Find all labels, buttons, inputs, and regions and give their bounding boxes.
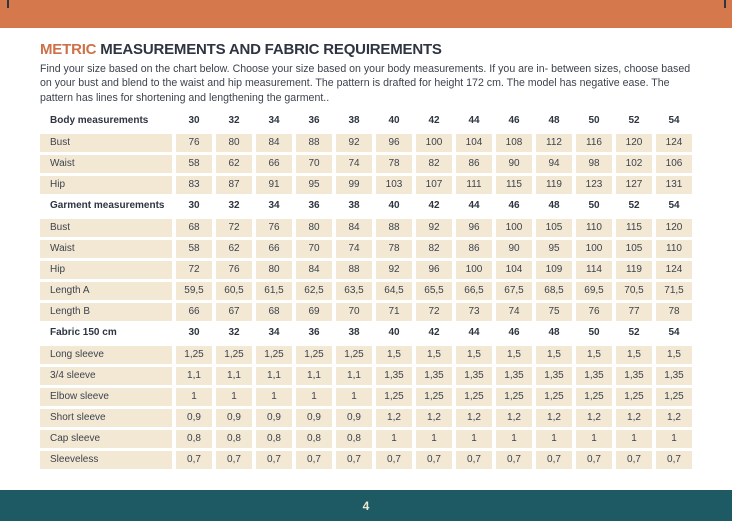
- value-cell: 1,2: [376, 409, 412, 427]
- size-column-header: 40: [388, 200, 400, 212]
- value-cell: 87: [216, 176, 252, 194]
- value-cell: 127: [616, 176, 652, 194]
- value-cell: 0,7: [416, 451, 452, 469]
- value-cell: 100: [496, 219, 532, 237]
- value-cell: 58: [176, 155, 212, 173]
- value-cell: 0,7: [536, 451, 572, 469]
- row-label: Waist: [40, 240, 172, 258]
- value-cell: 78: [656, 303, 692, 321]
- value-cell: 0,7: [496, 451, 532, 469]
- value-cell: 1: [496, 430, 532, 448]
- value-cell: 71,5: [656, 282, 692, 300]
- table-row: [40, 430, 692, 448]
- value-cell: 82: [416, 155, 452, 173]
- value-cell: 75: [536, 303, 572, 321]
- value-cell: 100: [416, 134, 452, 152]
- size-column-header: 32: [228, 327, 240, 339]
- value-cell: 0,7: [616, 451, 652, 469]
- value-cell: 1,35: [576, 367, 612, 385]
- value-cell: 90: [496, 240, 532, 258]
- row-label: 3/4 sleeve: [40, 367, 172, 385]
- value-cell: 74: [496, 303, 532, 321]
- value-cell: 1,1: [296, 367, 332, 385]
- value-cell: 115: [616, 219, 652, 237]
- footer-bar: [0, 490, 732, 521]
- size-column-header: 52: [628, 327, 640, 339]
- size-column-header: 54: [668, 115, 680, 127]
- value-cell: 0,7: [656, 451, 692, 469]
- value-cell: 1,25: [616, 388, 652, 406]
- value-cell: 0,9: [296, 409, 332, 427]
- page-content: [0, 28, 732, 469]
- value-cell: 88: [336, 261, 372, 279]
- value-cell: 62: [216, 240, 252, 258]
- value-cell: 1,25: [376, 388, 412, 406]
- value-cell: 1,2: [456, 409, 492, 427]
- value-cell: 1,5: [576, 346, 612, 364]
- value-cell: 84: [256, 134, 292, 152]
- value-cell: 104: [496, 261, 532, 279]
- section-header-row: [40, 112, 692, 130]
- value-cell: 1,35: [616, 367, 652, 385]
- value-cell: 0,7: [456, 451, 492, 469]
- value-cell: 96: [376, 134, 412, 152]
- value-cell: 91: [256, 176, 292, 194]
- value-cell: 1: [176, 388, 212, 406]
- section-title: Body measurements: [50, 115, 149, 127]
- table-row: [40, 282, 692, 300]
- value-cell: 76: [576, 303, 612, 321]
- size-column-header: 36: [308, 200, 320, 212]
- value-cell: 78: [376, 240, 412, 258]
- value-cell: 1,1: [256, 367, 292, 385]
- value-cell: 68: [256, 303, 292, 321]
- value-cell: 106: [656, 155, 692, 173]
- value-cell: 1,2: [496, 409, 532, 427]
- value-cell: 100: [576, 240, 612, 258]
- table-row: [40, 134, 692, 152]
- size-column-header: 42: [428, 327, 440, 339]
- value-cell: 77: [616, 303, 652, 321]
- value-cell: 71: [376, 303, 412, 321]
- value-cell: 1,25: [296, 346, 332, 364]
- size-column-header: 36: [308, 327, 320, 339]
- value-cell: 69,5: [576, 282, 612, 300]
- size-column-header: 54: [668, 200, 680, 212]
- size-column-header: 38: [348, 327, 360, 339]
- size-column-header: 38: [348, 200, 360, 212]
- value-cell: 1: [536, 430, 572, 448]
- size-column-header: 48: [548, 327, 560, 339]
- value-cell: 62: [216, 155, 252, 173]
- section-header-row: [40, 197, 692, 215]
- value-cell: 119: [536, 176, 572, 194]
- value-cell: 68,5: [536, 282, 572, 300]
- row-label: Waist: [40, 155, 172, 173]
- value-cell: 72: [216, 219, 252, 237]
- value-cell: 124: [656, 261, 692, 279]
- size-column-header: 30: [188, 200, 200, 212]
- value-cell: 73: [456, 303, 492, 321]
- row-label: Long sleeve: [40, 346, 172, 364]
- size-column-header: 34: [268, 115, 280, 127]
- value-cell: 0,9: [176, 409, 212, 427]
- value-cell: 105: [616, 240, 652, 258]
- size-column-header: 46: [508, 115, 520, 127]
- value-cell: 1,35: [536, 367, 572, 385]
- value-cell: 1: [616, 430, 652, 448]
- value-cell: 92: [376, 261, 412, 279]
- section-header-row: [40, 324, 692, 342]
- value-cell: 70,5: [616, 282, 652, 300]
- value-cell: 114: [576, 261, 612, 279]
- value-cell: 66,5: [456, 282, 492, 300]
- value-cell: 76: [216, 261, 252, 279]
- value-cell: 0,7: [376, 451, 412, 469]
- value-cell: 0,7: [296, 451, 332, 469]
- value-cell: 1: [456, 430, 492, 448]
- value-cell: 1,25: [176, 346, 212, 364]
- size-column-header: 50: [588, 115, 600, 127]
- size-column-header: 42: [428, 115, 440, 127]
- value-cell: 1,25: [256, 346, 292, 364]
- value-cell: 0,8: [216, 430, 252, 448]
- value-cell: 86: [456, 240, 492, 258]
- value-cell: 120: [616, 134, 652, 152]
- value-cell: 109: [536, 261, 572, 279]
- row-label: Short sleeve: [40, 409, 172, 427]
- value-cell: 1,25: [656, 388, 692, 406]
- value-cell: 0,7: [336, 451, 372, 469]
- value-cell: 110: [656, 240, 692, 258]
- value-cell: 1,25: [536, 388, 572, 406]
- top-color-bar: [0, 0, 732, 28]
- value-cell: 102: [616, 155, 652, 173]
- table-row: [40, 346, 692, 364]
- row-label: Sleeveless: [40, 451, 172, 469]
- row-label: Length B: [40, 303, 172, 321]
- value-cell: 108: [496, 134, 532, 152]
- value-cell: 80: [256, 261, 292, 279]
- value-cell: 105: [536, 219, 572, 237]
- size-column-header: 32: [228, 200, 240, 212]
- value-cell: 95: [536, 240, 572, 258]
- size-column-header: 46: [508, 327, 520, 339]
- value-cell: 1,2: [656, 409, 692, 427]
- value-cell: 115: [496, 176, 532, 194]
- value-cell: 0,8: [176, 430, 212, 448]
- row-label: Length A: [40, 282, 172, 300]
- value-cell: 94: [536, 155, 572, 173]
- size-column-header: 34: [268, 200, 280, 212]
- value-cell: 1: [656, 430, 692, 448]
- value-cell: 66: [256, 240, 292, 258]
- value-cell: 1: [376, 430, 412, 448]
- size-table: [40, 112, 692, 469]
- value-cell: 1: [576, 430, 612, 448]
- value-cell: 0,8: [336, 430, 372, 448]
- value-cell: 96: [456, 219, 492, 237]
- size-column-header: 48: [548, 115, 560, 127]
- page-number: 4: [362, 498, 370, 513]
- value-cell: 1,2: [576, 409, 612, 427]
- value-cell: 84: [296, 261, 332, 279]
- value-cell: 131: [656, 176, 692, 194]
- value-cell: 1,25: [496, 388, 532, 406]
- value-cell: 92: [416, 219, 452, 237]
- crop-mark-right: [724, 0, 726, 8]
- size-column-header: 44: [468, 200, 480, 212]
- size-column-header: 50: [588, 327, 600, 339]
- size-column-header: 52: [628, 200, 640, 212]
- value-cell: 124: [656, 134, 692, 152]
- value-cell: 1,2: [416, 409, 452, 427]
- value-cell: 88: [376, 219, 412, 237]
- value-cell: 1,25: [216, 346, 252, 364]
- value-cell: 70: [296, 240, 332, 258]
- value-cell: 0,9: [256, 409, 292, 427]
- size-column-header: 34: [268, 327, 280, 339]
- value-cell: 1,35: [376, 367, 412, 385]
- section-title: Fabric 150 cm: [50, 327, 117, 339]
- value-cell: 68: [176, 219, 212, 237]
- value-cell: 1: [416, 430, 452, 448]
- value-cell: 92: [336, 134, 372, 152]
- value-cell: 104: [456, 134, 492, 152]
- value-cell: 1,2: [616, 409, 652, 427]
- value-cell: 1,2: [536, 409, 572, 427]
- value-cell: 1,25: [336, 346, 372, 364]
- size-column-header: 36: [308, 115, 320, 127]
- value-cell: 98: [576, 155, 612, 173]
- section-title: Garment measurements: [50, 200, 165, 212]
- crop-mark-left: [7, 0, 9, 8]
- table-row: [40, 303, 692, 321]
- value-cell: 0,9: [216, 409, 252, 427]
- value-cell: 1: [216, 388, 252, 406]
- value-cell: 88: [296, 134, 332, 152]
- value-cell: 82: [416, 240, 452, 258]
- table-row: [40, 176, 692, 194]
- value-cell: 1,1: [176, 367, 212, 385]
- value-cell: 99: [336, 176, 372, 194]
- size-column-header: 38: [348, 115, 360, 127]
- page-title-rest: MEASUREMENTS AND FABRIC REQUIREMENTS: [100, 41, 442, 58]
- value-cell: 1,25: [576, 388, 612, 406]
- value-cell: 1,5: [536, 346, 572, 364]
- value-cell: 83: [176, 176, 212, 194]
- value-cell: 59,5: [176, 282, 212, 300]
- value-cell: 111: [456, 176, 492, 194]
- size-column-header: 50: [588, 200, 600, 212]
- value-cell: 1,1: [336, 367, 372, 385]
- row-label: Bust: [40, 219, 172, 237]
- size-column-header: 42: [428, 200, 440, 212]
- value-cell: 107: [416, 176, 452, 194]
- row-label: Bust: [40, 134, 172, 152]
- size-column-header: 40: [388, 327, 400, 339]
- value-cell: 1,25: [456, 388, 492, 406]
- value-cell: 69: [296, 303, 332, 321]
- value-cell: 66: [256, 155, 292, 173]
- value-cell: 86: [456, 155, 492, 173]
- size-column-header: 40: [388, 115, 400, 127]
- size-column-header: 44: [468, 327, 480, 339]
- value-cell: 100: [456, 261, 492, 279]
- value-cell: 112: [536, 134, 572, 152]
- value-cell: 110: [576, 219, 612, 237]
- value-cell: 96: [416, 261, 452, 279]
- value-cell: 74: [336, 240, 372, 258]
- value-cell: 1: [336, 388, 372, 406]
- value-cell: 0,8: [256, 430, 292, 448]
- size-column-header: 30: [188, 327, 200, 339]
- value-cell: 95: [296, 176, 332, 194]
- value-cell: 1,5: [376, 346, 412, 364]
- size-column-header: 32: [228, 115, 240, 127]
- row-label: Elbow sleeve: [40, 388, 172, 406]
- size-column-header: 30: [188, 115, 200, 127]
- value-cell: 1,35: [656, 367, 692, 385]
- size-column-header: 52: [628, 115, 640, 127]
- table-row: [40, 219, 692, 237]
- size-column-header: 48: [548, 200, 560, 212]
- value-cell: 0,7: [256, 451, 292, 469]
- value-cell: 0,7: [216, 451, 252, 469]
- value-cell: 67,5: [496, 282, 532, 300]
- value-cell: 1,35: [416, 367, 452, 385]
- value-cell: 120: [656, 219, 692, 237]
- value-cell: 76: [176, 134, 212, 152]
- table-row: [40, 261, 692, 279]
- value-cell: 74: [336, 155, 372, 173]
- value-cell: 67: [216, 303, 252, 321]
- value-cell: 58: [176, 240, 212, 258]
- table-row: [40, 240, 692, 258]
- value-cell: 65,5: [416, 282, 452, 300]
- value-cell: 1: [256, 388, 292, 406]
- value-cell: 0,7: [176, 451, 212, 469]
- value-cell: 1,5: [656, 346, 692, 364]
- row-label: Hip: [40, 176, 172, 194]
- value-cell: 78: [376, 155, 412, 173]
- value-cell: 90: [496, 155, 532, 173]
- value-cell: 80: [216, 134, 252, 152]
- value-cell: 70: [336, 303, 372, 321]
- value-cell: 116: [576, 134, 612, 152]
- value-cell: 76: [256, 219, 292, 237]
- size-column-header: 46: [508, 200, 520, 212]
- size-column-header: 54: [668, 327, 680, 339]
- value-cell: 1,5: [496, 346, 532, 364]
- value-cell: 66: [176, 303, 212, 321]
- value-cell: 72: [176, 261, 212, 279]
- table-row: [40, 451, 692, 469]
- row-label: Hip: [40, 261, 172, 279]
- value-cell: 0,8: [296, 430, 332, 448]
- value-cell: 61,5: [256, 282, 292, 300]
- value-cell: 80: [296, 219, 332, 237]
- value-cell: 1: [296, 388, 332, 406]
- value-cell: 103: [376, 176, 412, 194]
- table-row: [40, 155, 692, 173]
- table-row: [40, 367, 692, 385]
- value-cell: 62,5: [296, 282, 332, 300]
- value-cell: 119: [616, 261, 652, 279]
- table-row: [40, 388, 692, 406]
- value-cell: 84: [336, 219, 372, 237]
- size-column-header: 44: [468, 115, 480, 127]
- page-title-accent: METRIC: [40, 41, 97, 58]
- value-cell: 63,5: [336, 282, 372, 300]
- page-title: [40, 41, 692, 59]
- value-cell: 1,5: [456, 346, 492, 364]
- value-cell: 0,7: [576, 451, 612, 469]
- value-cell: 1,1: [216, 367, 252, 385]
- table-row: [40, 409, 692, 427]
- value-cell: 70: [296, 155, 332, 173]
- value-cell: 72: [416, 303, 452, 321]
- value-cell: 1,35: [496, 367, 532, 385]
- intro-paragraph: Find your size based on the chart below. Choose your size based on your body measurements. If you are in- between sizes, choose based on your bust and blend to the waist and hip measurement. The pattern is drafted for height 172 cm. The model has negative ease. The pattern has lines for shortening and lengthening the garment..: [40, 63, 691, 104]
- value-cell: 64,5: [376, 282, 412, 300]
- value-cell: 1,5: [616, 346, 652, 364]
- value-cell: 0,9: [336, 409, 372, 427]
- value-cell: 1,25: [416, 388, 452, 406]
- value-cell: 60,5: [216, 282, 252, 300]
- value-cell: 123: [576, 176, 612, 194]
- row-label: Cap sleeve: [40, 430, 172, 448]
- value-cell: 1,35: [456, 367, 492, 385]
- value-cell: 1,5: [416, 346, 452, 364]
